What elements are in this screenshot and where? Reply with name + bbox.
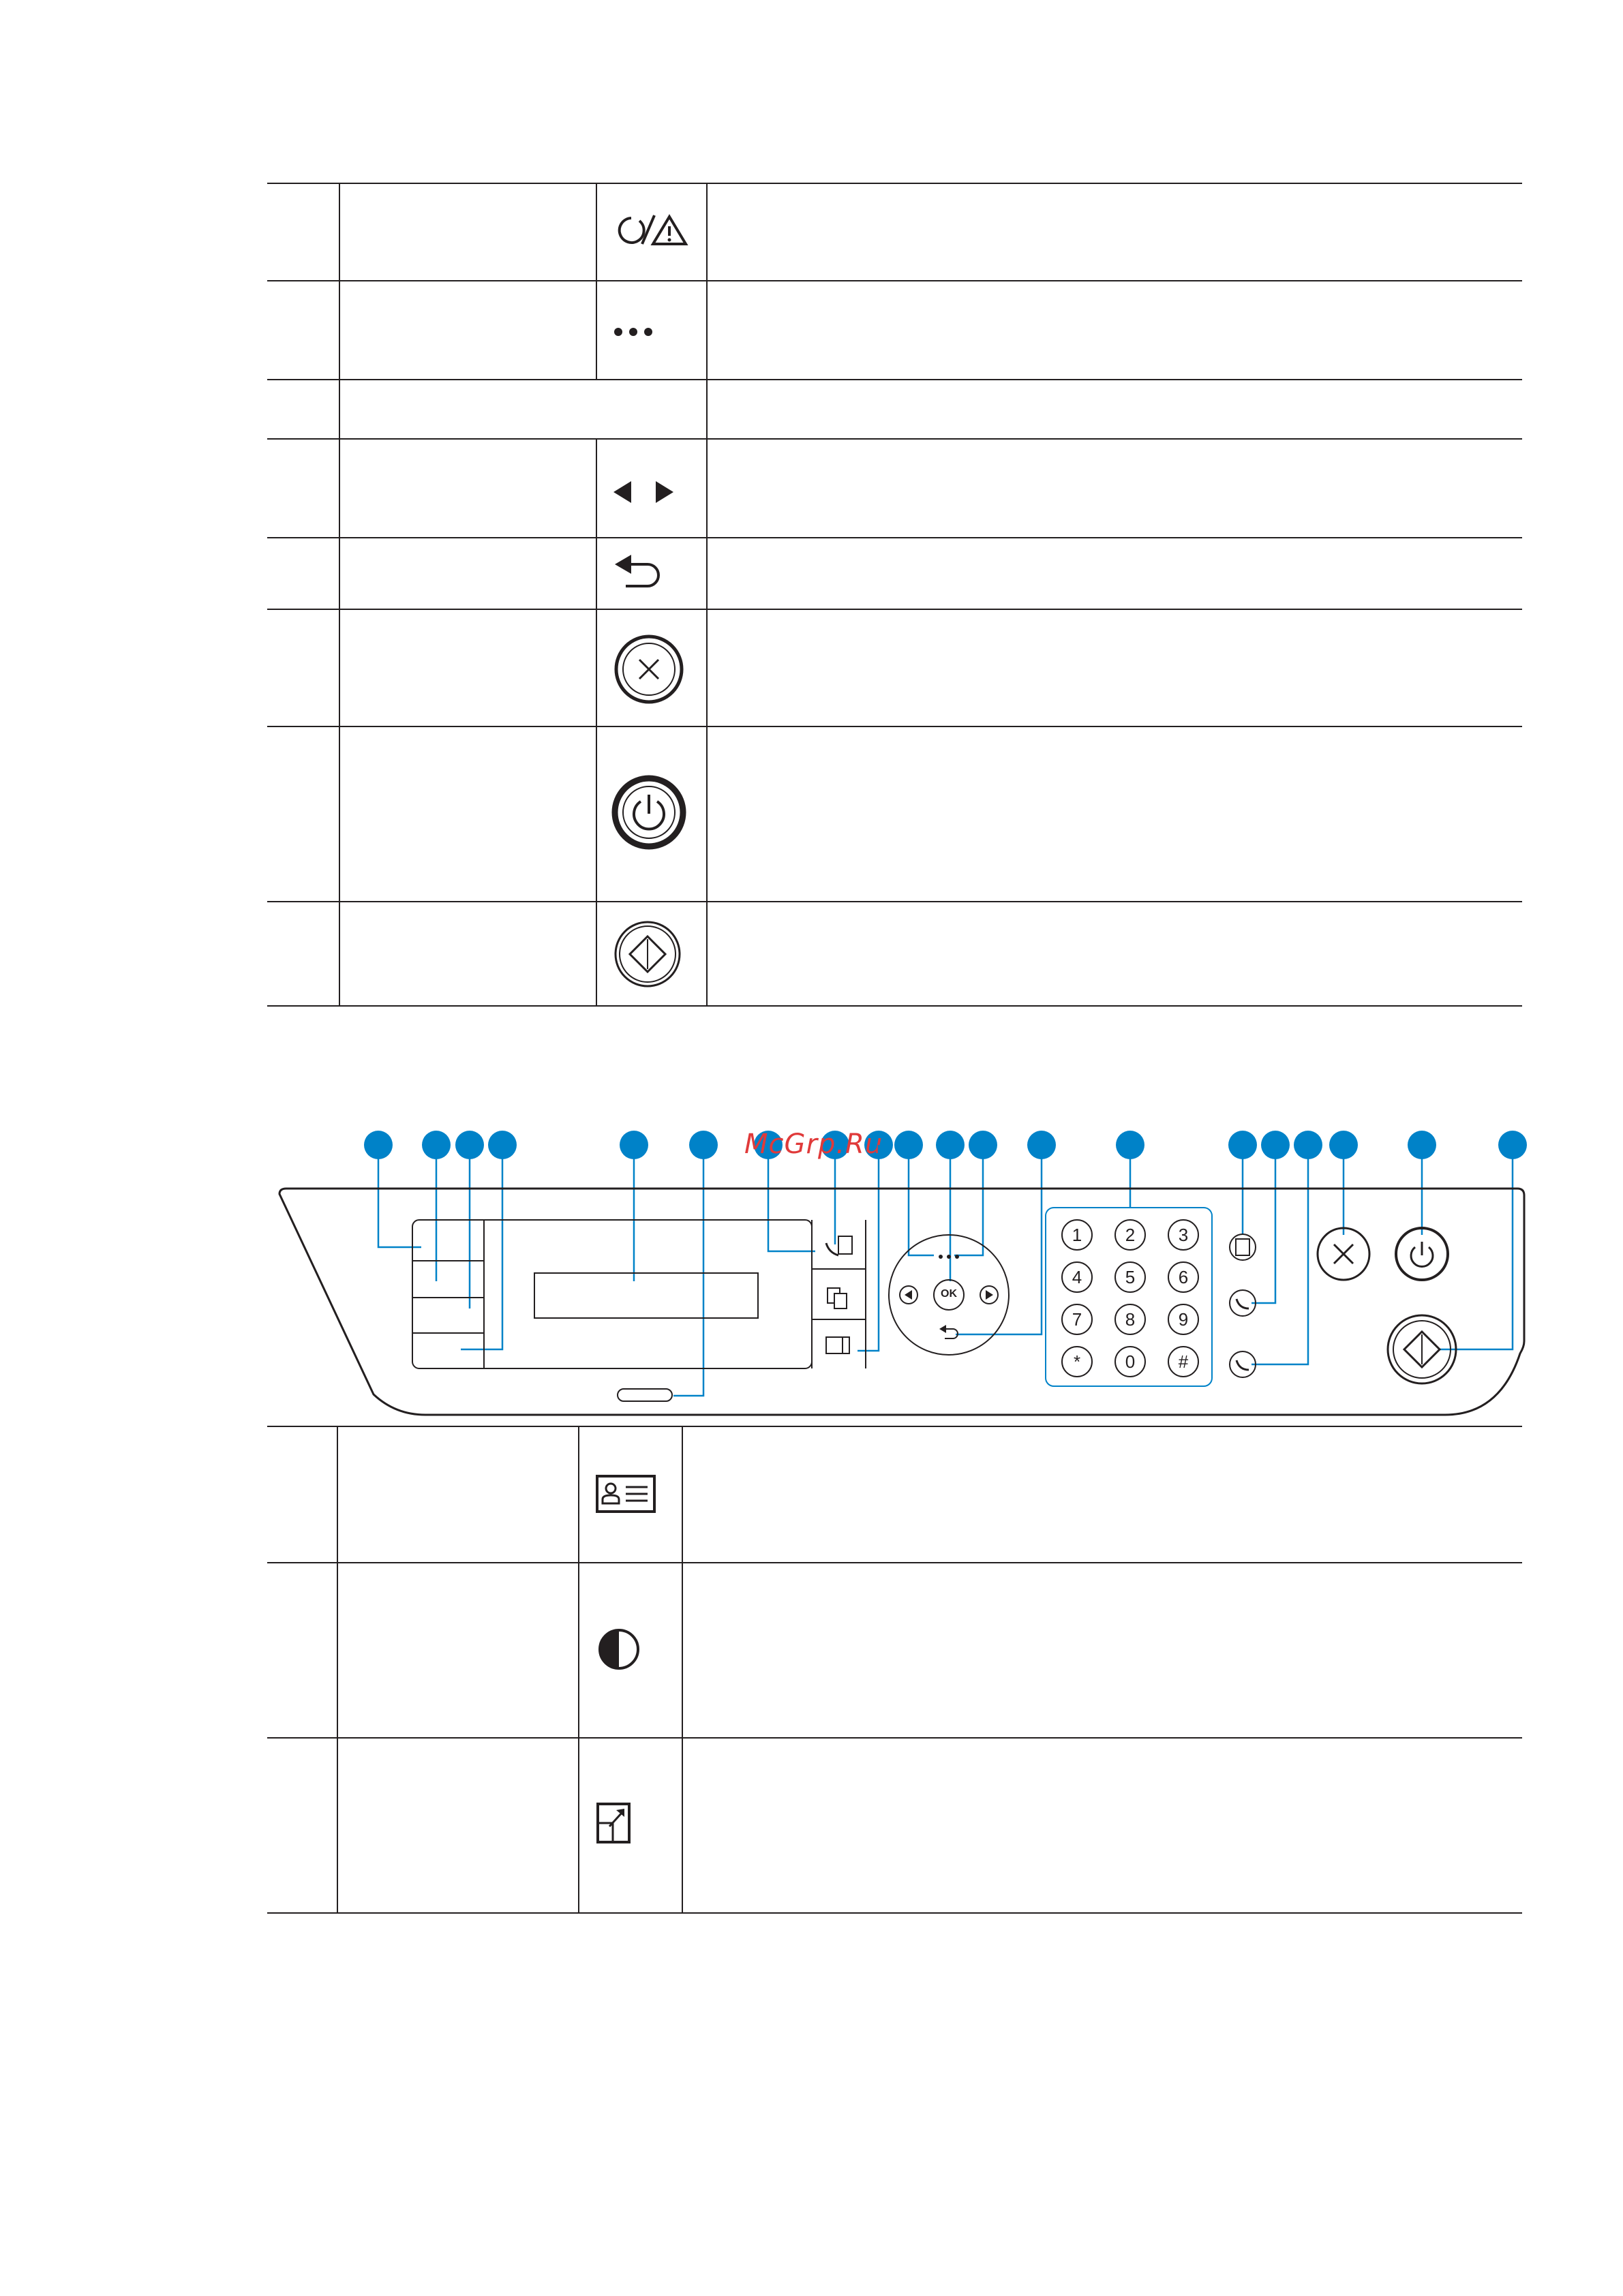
keypad-key: # <box>1178 1351 1189 1372</box>
table-rule <box>267 1562 1522 1563</box>
table-rule <box>267 1426 1522 1427</box>
keypad-key: 6 <box>1178 1267 1189 1287</box>
table-rule <box>267 537 1522 538</box>
table-rule <box>267 379 1522 380</box>
table-column-rule <box>339 183 340 1007</box>
control-panel-diagram <box>0 1118 1623 1431</box>
keypad-key: 4 <box>1072 1267 1082 1287</box>
table-rule <box>267 901 1522 902</box>
id-card-icon <box>596 1475 656 1513</box>
table-rule <box>267 1005 1522 1007</box>
table-rule <box>267 726 1522 727</box>
keypad-key: 7 <box>1072 1309 1082 1330</box>
table-rule <box>267 1912 1522 1914</box>
status-warning-icon <box>612 211 691 249</box>
left-right-arrows-icon <box>611 478 679 506</box>
stop-clear-icon <box>613 634 684 705</box>
table-column-rule <box>596 438 597 1007</box>
watermark-text: McGrp.Ru <box>744 1129 883 1160</box>
keypad-key: 0 <box>1125 1351 1136 1372</box>
table-rule <box>267 183 1522 184</box>
table-column-rule <box>596 183 597 379</box>
keypad-key: 3 <box>1178 1225 1189 1245</box>
reduce-enlarge-icon <box>596 1802 634 1844</box>
keypad-key: 9 <box>1178 1309 1189 1330</box>
keypad-key: 5 <box>1125 1267 1136 1287</box>
keypad-key: 1 <box>1072 1225 1082 1245</box>
table-column-rule <box>706 183 708 1007</box>
table-column-rule <box>682 1426 683 1914</box>
darkness-icon <box>597 1627 641 1671</box>
table-column-rule <box>578 1426 579 1914</box>
table-rule <box>267 280 1522 281</box>
keypad-key: 2 <box>1125 1225 1136 1245</box>
table-rule <box>267 438 1522 440</box>
start-icon <box>612 919 683 990</box>
ok-label: OK <box>941 1288 957 1300</box>
power-icon <box>611 774 687 851</box>
menu-dots-icon <box>612 322 657 342</box>
table-rule <box>267 609 1522 610</box>
back-arrow-icon <box>612 552 667 590</box>
keypad-key: 8 <box>1125 1309 1136 1330</box>
keypad-key: * <box>1073 1351 1081 1372</box>
table-rule <box>267 1737 1522 1739</box>
table-column-rule <box>337 1426 338 1914</box>
